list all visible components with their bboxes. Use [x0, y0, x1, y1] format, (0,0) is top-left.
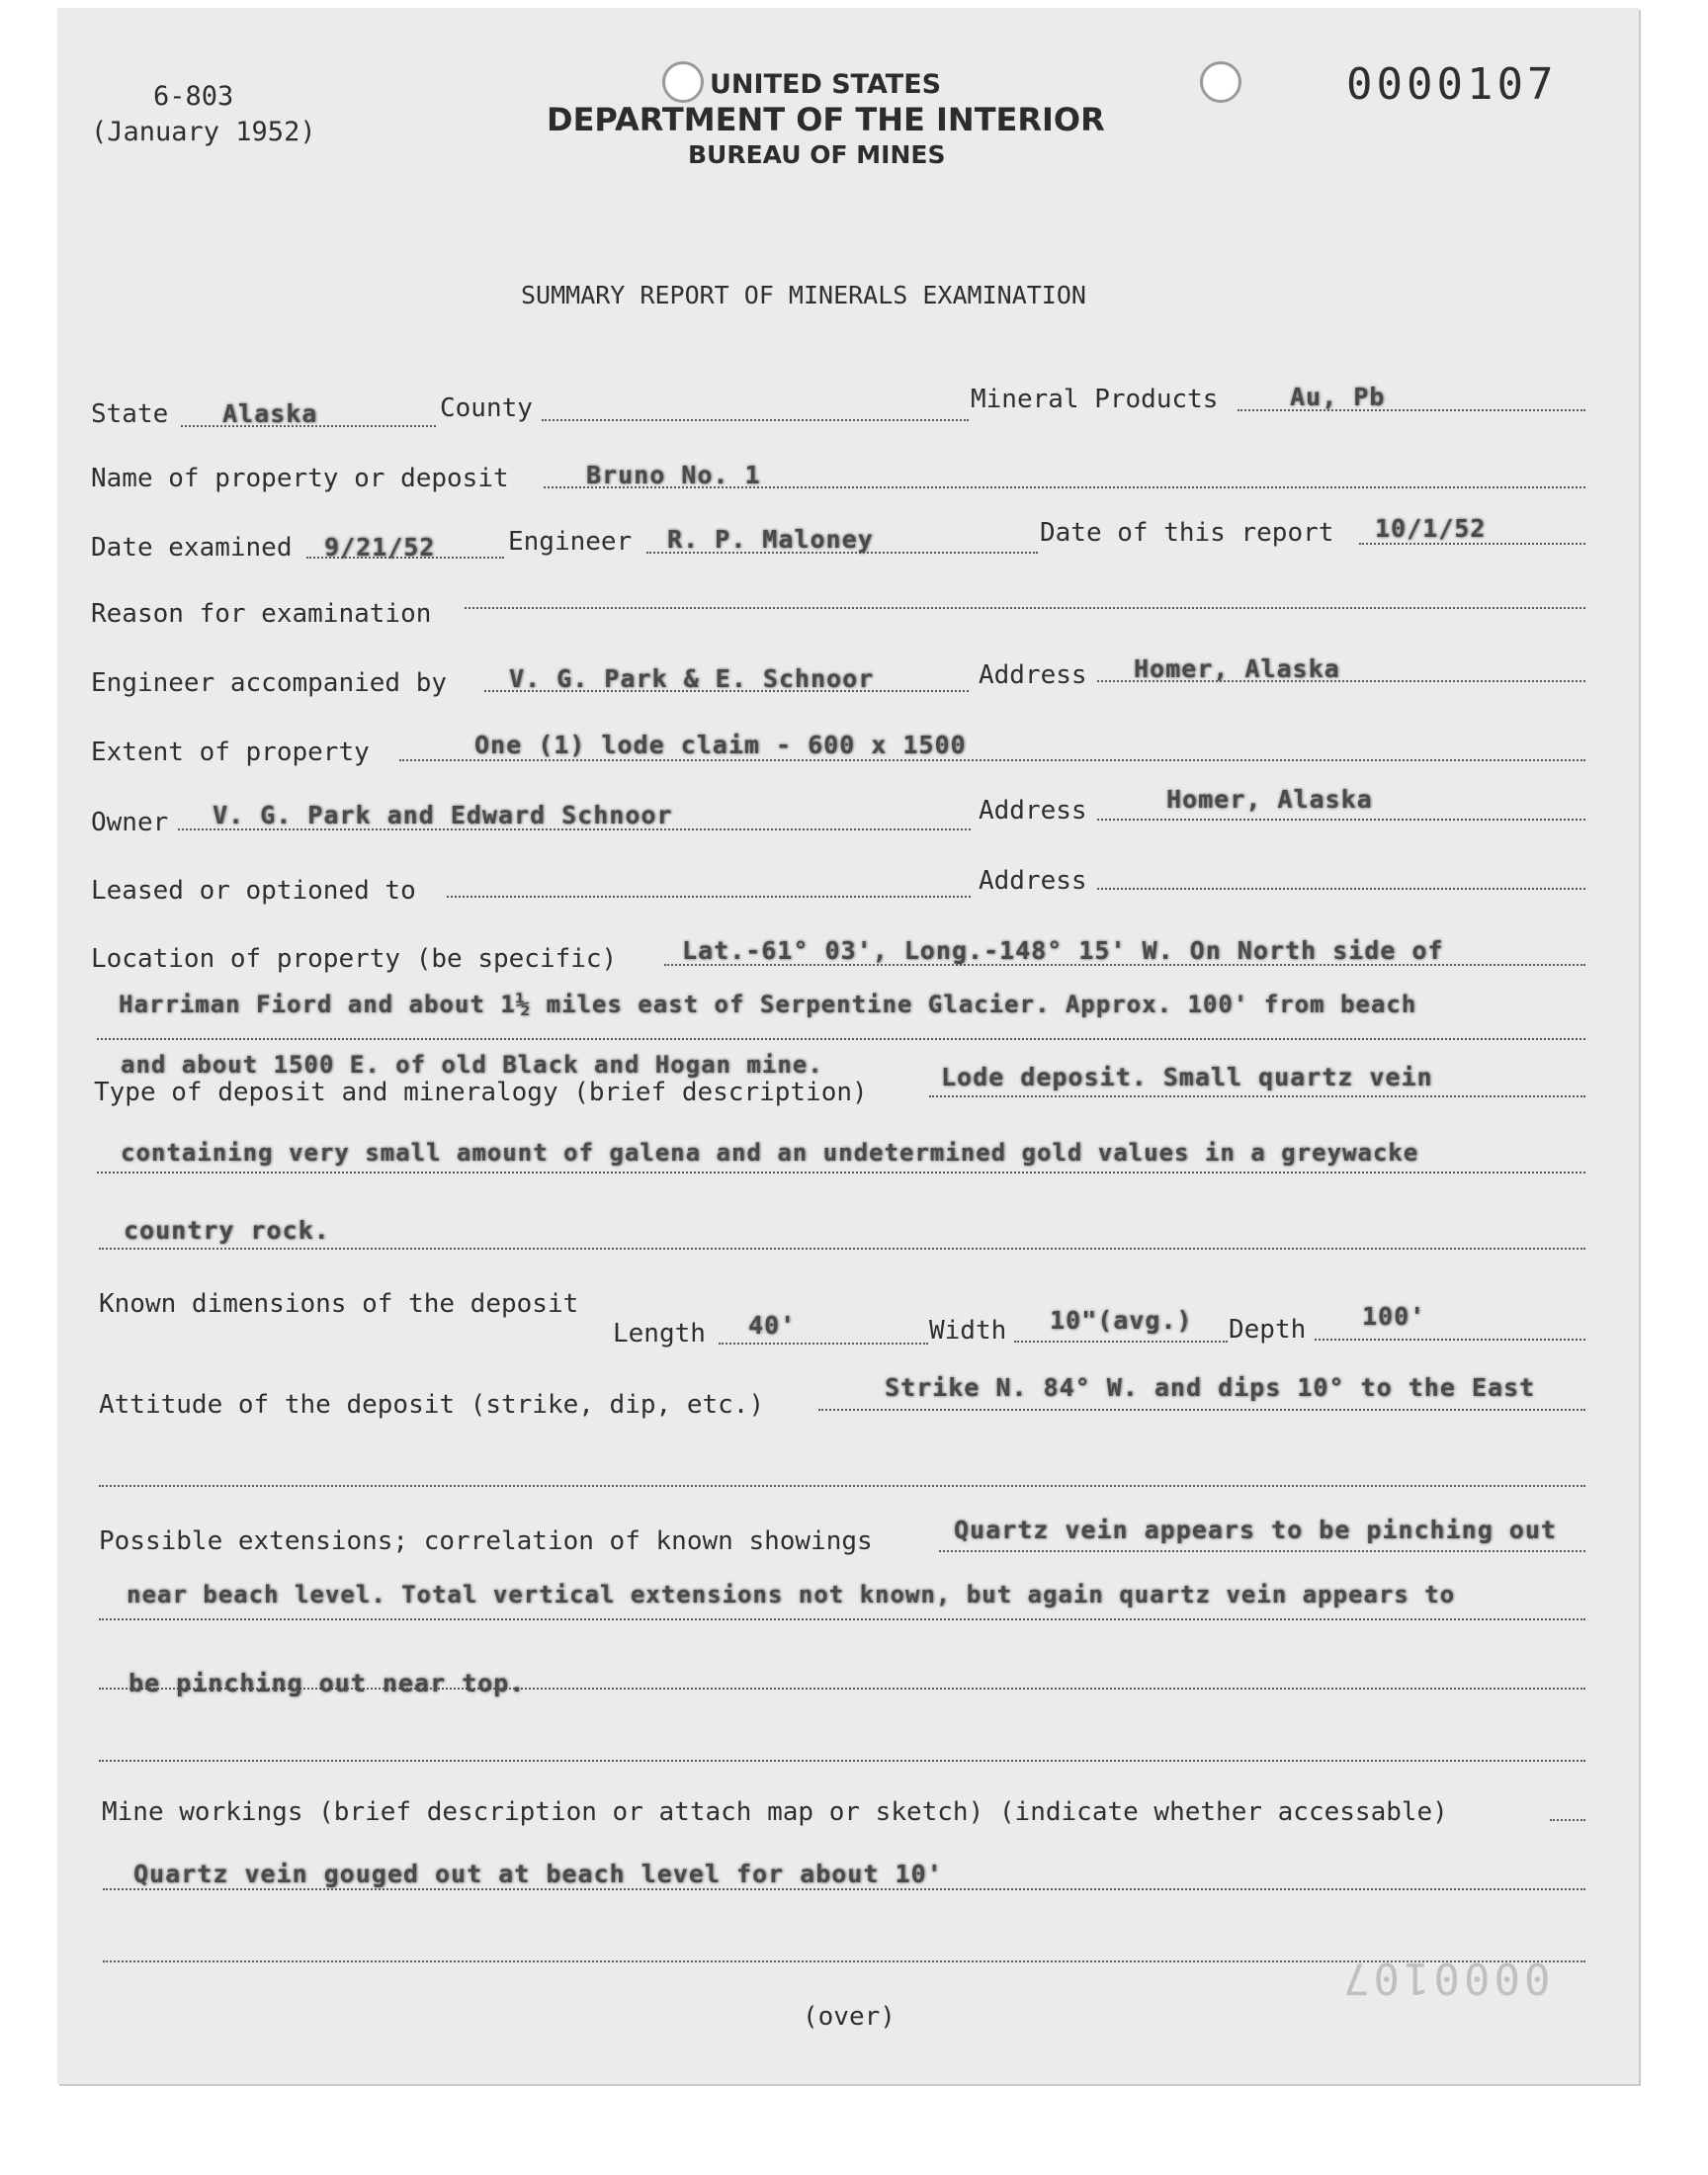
- accompanied-by-value: V. G. Park & E. Schnoor: [509, 664, 875, 693]
- mineral-products-value: Au, Pb: [1290, 383, 1386, 411]
- workings-line-1[interactable]: [103, 1888, 1585, 1890]
- width-value: 10"(avg.): [1050, 1306, 1193, 1335]
- label-reason: Reason for examination: [91, 599, 432, 629]
- location-line-2[interactable]: [97, 1038, 1585, 1040]
- date-examined-value: 9/21/52: [324, 533, 436, 562]
- location-value-line-1: Lat.-61° 03', Long.-148° 15' W. On North side of: [682, 936, 1444, 965]
- document-number-bleedthrough: 0000107: [1339, 1953, 1551, 2003]
- label-engineer: Engineer: [508, 527, 633, 557]
- date-report-value: 10/1/52: [1375, 514, 1487, 543]
- label-county: County: [440, 393, 533, 423]
- label-accompanied-by: Engineer accompanied by: [91, 668, 448, 698]
- extensions-line-2[interactable]: [99, 1618, 1585, 1620]
- label-workings: Mine workings (brief description or attach map or sketch) (indicate whether accessable): [102, 1797, 1448, 1827]
- attitude-value: Strike N. 84° W. and dips 10° to the East: [885, 1373, 1536, 1402]
- label-deposit-type: Type of deposit and mineralogy (brief description): [94, 1078, 868, 1107]
- label-property-name: Name of property or deposit: [91, 464, 509, 493]
- owner-value: V. G. Park and Edward Schnoor: [213, 801, 673, 829]
- punch-hole-right: [1200, 61, 1241, 103]
- owner-address-line[interactable]: [1097, 819, 1585, 821]
- location-value-line-3: and about 1500 E. of old Black and Hogan mine.: [121, 1051, 823, 1079]
- label-extent: Extent of property: [91, 738, 370, 767]
- extensions-value-line-1: Quartz vein appears to be pinching out: [954, 1516, 1557, 1544]
- state-value: Alaska: [222, 399, 318, 428]
- document-number-stamp: 0000107: [1346, 59, 1558, 110]
- header-department: DEPARTMENT OF THE INTERIOR: [547, 101, 1105, 138]
- label-extensions: Possible extensions; correlation of known showings: [99, 1526, 873, 1556]
- extensions-value-line-3: be pinching out near top.: [128, 1669, 526, 1697]
- length-line[interactable]: [719, 1343, 928, 1345]
- header-bureau: BUREAU OF MINES: [688, 140, 946, 169]
- deposit-type-value-line-2: containing very small amount of galena and an undetermined gold values in a greywacke: [121, 1139, 1419, 1167]
- label-location: Location of property (be specific): [91, 944, 618, 974]
- label-depth: Depth: [1229, 1315, 1307, 1345]
- extensions-line-4[interactable]: [99, 1760, 1585, 1762]
- label-accompanied-address: Address: [979, 660, 1087, 690]
- deposit-type-line-2[interactable]: [97, 1172, 1585, 1174]
- attitude-line-2[interactable]: [99, 1485, 1585, 1487]
- form-sheet: [57, 8, 1639, 2084]
- deposit-type-line-1[interactable]: [929, 1095, 1585, 1097]
- length-value: 40': [748, 1311, 797, 1340]
- owner-address-value: Homer, Alaska: [1166, 785, 1373, 814]
- label-leased-address: Address: [979, 866, 1087, 896]
- header-country: UNITED STATES: [710, 69, 942, 100]
- property-name-value: Bruno No. 1: [586, 461, 761, 489]
- deposit-type-line-3[interactable]: [99, 1248, 1585, 1250]
- deposit-type-value-line-1: Lode deposit. Small quartz vein: [941, 1063, 1433, 1091]
- label-dimensions: Known dimensions of the deposit: [99, 1289, 579, 1319]
- county-line[interactable]: [542, 419, 969, 421]
- form-number: 6-803: [153, 81, 234, 112]
- extensions-value-line-2: near beach level. Total vertical extensions not known, but again quartz vein appears to: [127, 1581, 1456, 1609]
- workings-line-2[interactable]: [103, 1960, 1585, 1962]
- reason-line[interactable]: [465, 607, 1585, 609]
- label-width: Width: [929, 1316, 1007, 1346]
- date-report-line[interactable]: [1359, 543, 1585, 545]
- width-line[interactable]: [1014, 1341, 1228, 1343]
- label-leased: Leased or optioned to: [91, 876, 416, 906]
- workings-line-0[interactable]: [1550, 1819, 1585, 1821]
- label-state: State: [91, 399, 169, 429]
- label-attitude: Attitude of the deposit (strike, dip, etc.): [99, 1390, 765, 1420]
- leased-address-line[interactable]: [1097, 888, 1585, 890]
- depth-value: 100': [1362, 1302, 1426, 1331]
- deposit-type-value-line-3: country rock.: [124, 1216, 330, 1245]
- location-value-line-2: Harriman Fiord and about 1½ miles east of Serpentine Glacier. Approx. 100' from beach: [119, 991, 1417, 1018]
- label-owner: Owner: [91, 808, 169, 837]
- label-mineral-products: Mineral Products: [971, 385, 1219, 414]
- footer-over: (over): [803, 2002, 896, 2032]
- form-edition: (January 1952): [91, 117, 316, 147]
- extent-value: One (1) lode claim - 600 x 1500: [474, 731, 967, 759]
- label-owner-address: Address: [979, 796, 1087, 826]
- attitude-line-1[interactable]: [818, 1409, 1585, 1411]
- extensions-line-1[interactable]: [939, 1550, 1585, 1552]
- form-title: SUMMARY REPORT OF MINERALS EXAMINATION: [521, 281, 1086, 309]
- engineer-value: R. P. Maloney: [667, 525, 874, 554]
- punch-hole-left: [662, 61, 704, 103]
- leased-line[interactable]: [447, 896, 971, 898]
- label-date-examined: Date examined: [91, 533, 293, 563]
- extent-line[interactable]: [399, 759, 1585, 761]
- accompanied-address-value: Homer, Alaska: [1134, 654, 1340, 683]
- label-date-report: Date of this report: [1040, 518, 1334, 548]
- label-length: Length: [613, 1319, 706, 1348]
- workings-value-line-1: Quartz vein gouged out at beach level for about 10': [133, 1860, 943, 1888]
- depth-line[interactable]: [1315, 1339, 1585, 1341]
